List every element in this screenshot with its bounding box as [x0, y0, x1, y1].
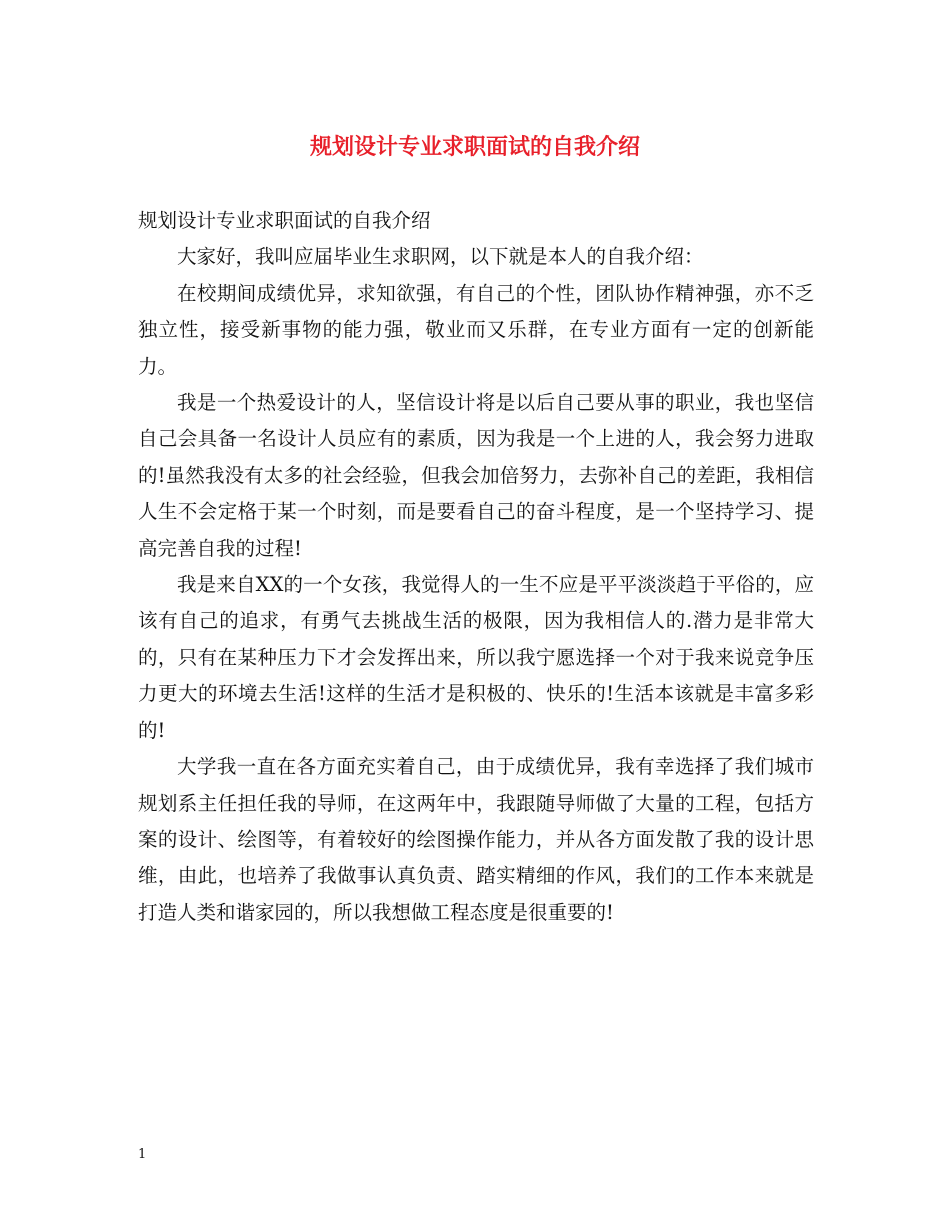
paragraph-personal-pursuit: 我是来自XX的一个女孩，我觉得人的一生不应是平平淡淡趋于平俗的，应该有自己的追求，有勇气去挑战生活的极限，因为我相信人的.潜力是非常大的，只有在某种压力下才会发挥出来，所以我宁愿选择一个对于我来说竞争压力更大的环境去生活!这样的生活才是积极的、快乐的!生活本该就是丰富多彩的! [138, 573, 814, 742]
document-subtitle: 规划设计专业求职面试的自我介绍 [138, 209, 431, 232]
document-body [138, 203, 814, 931]
paragraph-design-passion: 我是一个热爱设计的人，坚信设计将是以后自己要从事的职业，我也坚信自己会具备一名设计人员应有的素质，因为我是一个上进的人，我会努力进取的!虽然我没有太多的社会经验，但我会加倍努力，去弥补自己的差距，我相信人生不会定格于某一个时刻，而是要看自己的奋斗程度，是一个坚持学习、提高完善自我的过程! [138, 391, 814, 560]
paragraph-university-experience: 大学我一直在各方面充实着自己，由于成绩优异，我有幸选择了我们城市规划系主任担任我的导师，在这两年中，我跟随导师做了大量的工程，包括方案的设计、绘图等，有着较好的绘图操作能力，并从各方面发散了我的设计思维，由此，也培养了我做事认真负责、踏实精细的作风，我们的工作本来就是打造人类和谐家园的，所以我想做工程态度是很重要的! [138, 755, 814, 924]
paragraph-school-performance: 在校期间成绩优异，求知欲强，有自己的个性，团队协作精神强，亦不乏独立性，接受新事物的能力强，敬业而又乐群，在专业方面有一定的创新能力。 [138, 281, 814, 378]
page-number: 1 [138, 1147, 147, 1162]
paragraph-greeting: 大家好，我叫应届毕业生求职网，以下就是本人的自我介绍： [177, 245, 704, 269]
document-title: 规划设计专业求职面试的自我介绍 [309, 134, 640, 160]
